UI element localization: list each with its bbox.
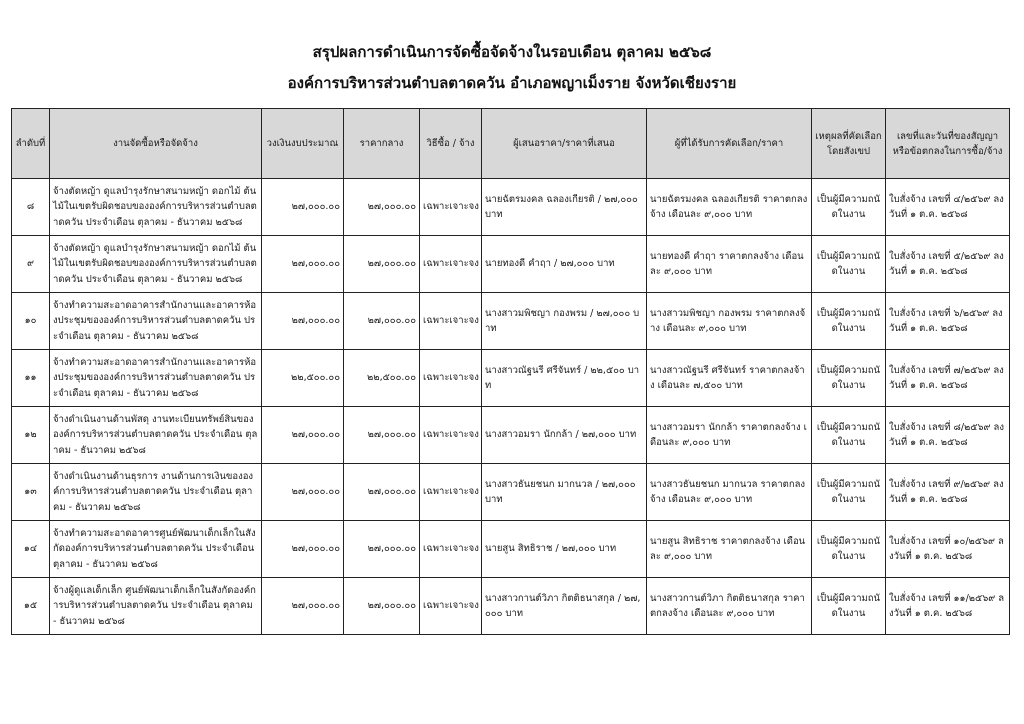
col-header-reason: เหตุผลที่คัดเลือกโดยสังเขป	[812, 109, 886, 179]
cell-bidder: นางสาวมพิชญา กองพรม / ๒๗,๐๐๐ บาท	[482, 293, 647, 350]
cell-no: ๙	[12, 236, 50, 293]
cell-reason: เป็นผู้มีความถนัดในงาน	[812, 236, 886, 293]
cell-method: เฉพาะเจาะจง	[420, 521, 482, 578]
cell-contract: ใบสั่งจ้าง เลขที่ ๖/๒๕๖๙ ลงวันที่ ๑ ต.ค. ๒๕๖๘	[886, 293, 1010, 350]
cell-selected: นางสาวกานต์วิภา กิตติธนาสกุล ราคาตกลงจ้าง เดือนละ ๙,๐๐๐ บาท	[647, 578, 812, 635]
cell-reason: เป็นผู้มีความถนัดในงาน	[812, 350, 886, 407]
cell-bidder: นายสูน สิทธิราช / ๒๗,๐๐๐ บาท	[482, 521, 647, 578]
cell-median-price: ๒๗,๐๐๐.๐๐	[344, 236, 420, 293]
cell-no: ๑๓	[12, 464, 50, 521]
cell-selected: นางสาวธันยชนก มากนวล ราคาตกลงจ้าง เดือนละ ๙,๐๐๐ บาท	[647, 464, 812, 521]
cell-method: เฉพาะเจาะจง	[420, 293, 482, 350]
table-row	[12, 464, 1010, 521]
cell-contract: ใบสั่งจ้าง เลขที่ ๔/๒๕๖๙ ลงวันที่ ๑ ต.ค. ๒๕๖๘	[886, 179, 1010, 236]
table-row	[12, 179, 1010, 236]
cell-median-price: ๒๗,๐๐๐.๐๐	[344, 578, 420, 635]
cell-task: จ้างผู้ดูแลเด็กเล็ก ศูนย์พัฒนาเด็กเล็กในสังกัดองค์การบริหารส่วนตำบลตาดควัน ประจำเดือน ตุลาคม - ธันวาคม ๒๕๖๘	[50, 578, 262, 635]
cell-median-price: ๒๗,๐๐๐.๐๐	[344, 407, 420, 464]
header-row	[12, 109, 1010, 179]
cell-contract: ใบสั่งจ้าง เลขที่ ๗/๒๕๖๙ ลงวันที่ ๑ ต.ค. ๒๕๖๘	[886, 350, 1010, 407]
table-row	[12, 350, 1010, 407]
cell-no: ๘	[12, 179, 50, 236]
cell-bidder: นางสาวอมรา นักกล้า / ๒๗,๐๐๐ บาท	[482, 407, 647, 464]
document-title: สรุปผลการดำเนินการจัดซื้อจัดจ้างในรอบเดือน ตุลาคม ๒๕๖๘	[312, 43, 712, 61]
cell-task: จ้างดำเนินงานด้านธุรการ งานด้านการเงินขององค์การบริหารส่วนตำบลตาดควัน ประจำเดือน ตุลาคม - ธันวาคม ๒๕๖๘	[50, 464, 262, 521]
cell-selected: นายสูน สิทธิราช ราคาตกลงจ้าง เดือนละ ๙,๐๐๐ บาท	[647, 521, 812, 578]
cell-selected: นางสาวมพิชญา กองพรม ราคาตกลงจ้าง เดือนละ ๙,๐๐๐ บาท	[647, 293, 812, 350]
cell-budget: ๒๗,๐๐๐.๐๐	[262, 521, 344, 578]
cell-task: จ้างตัดหญ้า ดูแลบำรุงรักษาสนามหญ้า ดอกไม้ ต้นไม้ในเขตรับผิดชอบขององค์การบริหารส่วนตำบลตาดควัน ประจำเดือน ตุลาคม - ธันวาคม ๒๕๖๘	[50, 179, 262, 236]
cell-task: จ้างดำเนินงานด้านพัสดุ งานทะเบียนทรัพย์สินขององค์การบริหารส่วนตำบลตาดควัน ประจำเดือน ตุลาคม - ธันวาคม ๒๕๖๘	[50, 407, 262, 464]
table-row	[12, 407, 1010, 464]
col-header-task: งานจัดซื้อหรือจัดจ้าง	[50, 109, 262, 179]
cell-median-price: ๒๗,๐๐๐.๐๐	[344, 521, 420, 578]
cell-bidder: นางสาวณัฐนรี ศรีจันทร์ / ๒๒,๕๐๐ บาท	[482, 350, 647, 407]
cell-contract: ใบสั่งจ้าง เลขที่ ๕/๒๕๖๙ ลงวันที่ ๑ ต.ค. ๒๕๖๘	[886, 236, 1010, 293]
cell-budget: ๒๗,๐๐๐.๐๐	[262, 407, 344, 464]
cell-method: เฉพาะเจาะจง	[420, 578, 482, 635]
cell-median-price: ๒๗,๐๐๐.๐๐	[344, 179, 420, 236]
col-header-method: วิธีซื้อ / จ้าง	[420, 109, 482, 179]
cell-contract: ใบสั่งจ้าง เลขที่ ๙/๒๕๖๙ ลงวันที่ ๑ ต.ค. ๒๕๖๘	[886, 464, 1010, 521]
cell-budget: ๒๒,๕๐๐.๐๐	[262, 350, 344, 407]
col-header-selected: ผู้ที่ได้รับการคัดเลือก/ราคา	[647, 109, 812, 179]
cell-median-price: ๒๒,๕๐๐.๐๐	[344, 350, 420, 407]
table-row	[12, 578, 1010, 635]
col-header-budget: วงเงินงบประมาณ	[262, 109, 344, 179]
cell-reason: เป็นผู้มีความถนัดในงาน	[812, 293, 886, 350]
document-subtitle: องค์การบริหารส่วนตำบลตาดควัน อำเภอพญาเม็งราย จังหวัดเชียงราย	[287, 74, 737, 92]
cell-task: จ้างทำความสะอาดอาคารสำนักงานและอาคารห้องประชุมขององค์การบริหารส่วนตำบลตาดควัน ประจำเดือน ตุลาคม - ธันวาคม ๒๕๖๘	[50, 293, 262, 350]
cell-contract: ใบสั่งจ้าง เลขที่ ๘/๒๕๖๙ ลงวันที่ ๑ ต.ค. ๒๕๖๘	[886, 407, 1010, 464]
table-header	[12, 109, 1010, 179]
cell-method: เฉพาะเจาะจง	[420, 179, 482, 236]
cell-budget: ๒๗,๐๐๐.๐๐	[262, 293, 344, 350]
cell-reason: เป็นผู้มีความถนัดในงาน	[812, 464, 886, 521]
cell-median-price: ๒๗,๐๐๐.๐๐	[344, 293, 420, 350]
cell-method: เฉพาะเจาะจง	[420, 236, 482, 293]
cell-selected: นางสาวณัฐนรี ศรีจันทร์ ราคาตกลงจ้าง เดือนละ ๗,๕๐๐ บาท	[647, 350, 812, 407]
procurement-table	[11, 108, 1010, 635]
cell-contract: ใบสั่งจ้าง เลขที่ ๑๐/๒๕๖๙ ลงวันที่ ๑ ต.ค. ๒๕๖๘	[886, 521, 1010, 578]
cell-bidder: นายฉัตรมงคล ฉลองเกียรติ / ๒๗,๐๐๐ บาท	[482, 179, 647, 236]
cell-selected: นายฉัตรมงคล ฉลองเกียรติ ราคาตกลงจ้าง เดือนละ ๙,๐๐๐ บาท	[647, 179, 812, 236]
cell-bidder: นายทองดี คำฤา / ๒๗,๐๐๐ บาท	[482, 236, 647, 293]
cell-reason: เป็นผู้มีความถนัดในงาน	[812, 407, 886, 464]
col-header-median-price: ราคากลาง	[344, 109, 420, 179]
cell-task: จ้างตัดหญ้า ดูแลบำรุงรักษาสนามหญ้า ดอกไม้ ต้นไม้ในเขตรับผิดชอบขององค์การบริหารส่วนตำบลตาดควัน ประจำเดือน ตุลาคม - ธันวาคม ๒๕๖๘	[50, 236, 262, 293]
cell-no: ๑๔	[12, 521, 50, 578]
cell-no: ๑๑	[12, 350, 50, 407]
cell-no: ๑๕	[12, 578, 50, 635]
col-header-no: ลำดับที่	[12, 109, 50, 179]
cell-reason: เป็นผู้มีความถนัดในงาน	[812, 521, 886, 578]
cell-selected: นายทองดี คำฤา ราคาตกลงจ้าง เดือนละ ๙,๐๐๐ บาท	[647, 236, 812, 293]
cell-method: เฉพาะเจาะจง	[420, 464, 482, 521]
cell-contract: ใบสั่งจ้าง เลขที่ ๑๑/๒๕๖๙ ลงวันที่ ๑ ต.ค. ๒๕๖๘	[886, 578, 1010, 635]
table-row	[12, 236, 1010, 293]
col-header-bidder: ผู้เสนอราคา/ราคาที่เสนอ	[482, 109, 647, 179]
cell-budget: ๒๗,๐๐๐.๐๐	[262, 578, 344, 635]
table-body	[12, 179, 1010, 635]
table-row	[12, 293, 1010, 350]
cell-reason: เป็นผู้มีความถนัดในงาน	[812, 578, 886, 635]
cell-median-price: ๒๗,๐๐๐.๐๐	[344, 464, 420, 521]
cell-task: จ้างทำความสะอาดอาคารสำนักงานและอาคารห้องประชุมขององค์การบริหารส่วนตำบลตาดควัน ประจำเดือน ตุลาคม - ธันวาคม ๒๕๖๘	[50, 350, 262, 407]
cell-bidder: นางสาวกานต์วิภา กิตติธนาสกุล / ๒๗,๐๐๐ บาท	[482, 578, 647, 635]
cell-bidder: นางสาวธันยชนก มากนวล / ๒๗,๐๐๐ บาท	[482, 464, 647, 521]
cell-task: จ้างทำความสะอาดอาคารศูนย์พัฒนาเด็กเล็กในสังกัดองค์การบริหารส่วนตำบลตาดควัน ประจำเดือน ตุลาคม - ธันวาคม ๒๕๖๘	[50, 521, 262, 578]
cell-budget: ๒๗,๐๐๐.๐๐	[262, 179, 344, 236]
cell-method: เฉพาะเจาะจง	[420, 407, 482, 464]
cell-no: ๑๒	[12, 407, 50, 464]
cell-method: เฉพาะเจาะจง	[420, 350, 482, 407]
cell-reason: เป็นผู้มีความถนัดในงาน	[812, 179, 886, 236]
col-header-contract: เลขที่และวันที่ของสัญญาหรือข้อตกลงในการซื้อ/จ้าง	[886, 109, 1010, 179]
cell-budget: ๒๗,๐๐๐.๐๐	[262, 464, 344, 521]
cell-no: ๑๐	[12, 293, 50, 350]
cell-selected: นางสาวอมรา นักกล้า ราคาตกลงจ้าง เดือนละ ๙,๐๐๐ บาท	[647, 407, 812, 464]
table-row	[12, 521, 1010, 578]
cell-budget: ๒๗,๐๐๐.๐๐	[262, 236, 344, 293]
